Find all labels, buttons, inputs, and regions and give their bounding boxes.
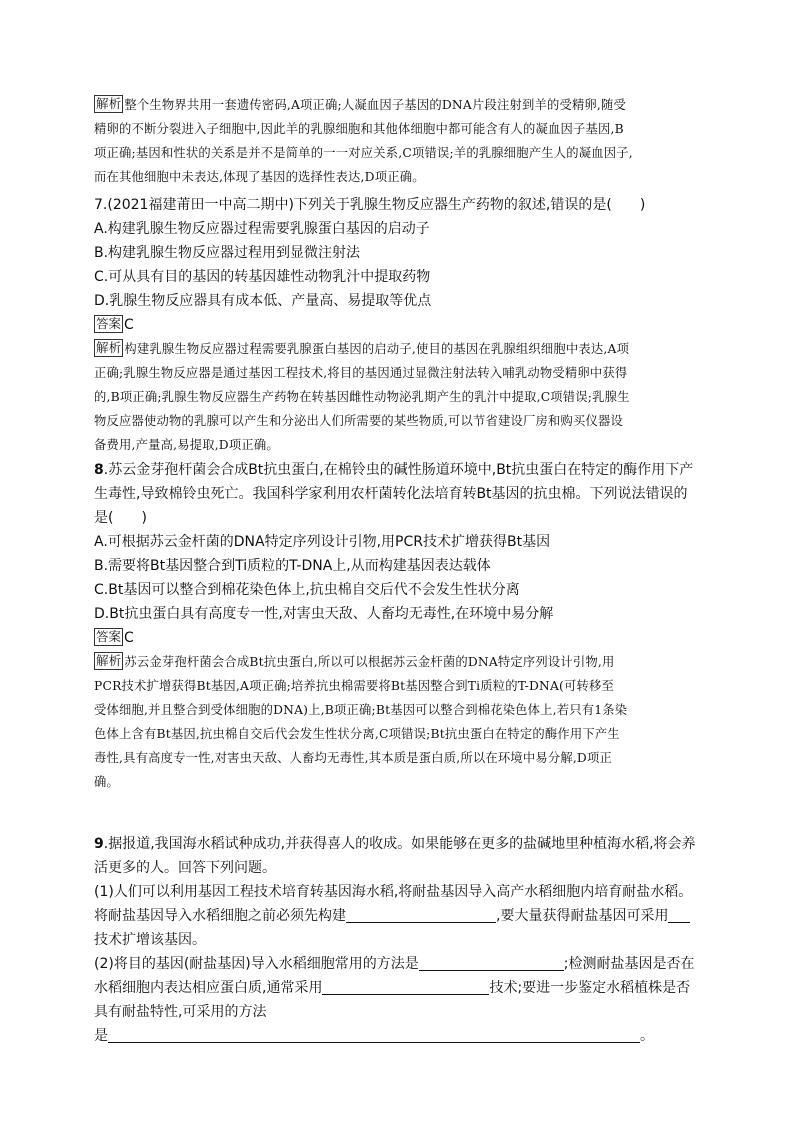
option-a: A.可根据苏云金杆菌的DNA特定序列设计引物,用PCR技术扩增获得Bt基因	[94, 534, 551, 550]
answer-line	[94, 626, 700, 650]
analysis-tag: 解析	[96, 340, 122, 355]
answer-blank[interactable]	[668, 907, 690, 923]
analysis-line: 色体上含有Bt基因,抗虫棉自交后代会发生性状分离,C项错误;Bt抗虫蛋白在特定的酶作用下产生	[94, 727, 620, 741]
part-1-line: 将耐盐基因导入水稻细胞之前必须先构建 ,要大量获得耐盐基因可采用	[94, 904, 700, 928]
question-stem: 7.(2021福建莆田一中高二期中)下列关于乳腺生物反应器生产药物的叙述,错误的是( )	[94, 197, 646, 213]
analysis-line: 解析 构建乳腺生物反应器过程需要乳腺蛋白基因的启动子,使目的基因在乳腺组织细胞中表达,A项	[96, 340, 630, 356]
answer-blank[interactable]	[108, 1027, 640, 1043]
analysis-line: 解析 整个生物界共用一套遗传密码,A项正确;人凝血因子基因的DNA片段注射到羊的受精卵,随受	[96, 96, 627, 112]
question-stem: 活更多的人。回答下列问题。	[94, 860, 276, 876]
part-1-line: 技术扩增该基因。	[94, 932, 206, 948]
analysis-line: 受体细胞,并且整合到受体细胞的DNA)上,B项正确;Bt基因可以整合到棉花染色体上,若只有1条染	[94, 703, 628, 717]
analysis-line: 项正确;基因和性状的关系是并不是简单的一一对应关系,C项错误;羊的乳腺细胞产生人的凝血因子,	[94, 146, 633, 160]
answer-blank[interactable]	[346, 907, 496, 923]
option-d: D.Bt抗虫蛋白具有高度专一性,对害虫天敌、人畜均无毒性,在环境中易分解	[94, 606, 554, 622]
part-1-line: (1)人们可以利用基因工程技术培育转基因海水稻,将耐盐基因导入高产水稻细胞内培育耐盐水稻。	[94, 884, 693, 900]
analysis-line: 的,B项正确;乳腺生物反应器生产药物在转基因雌性动物泌乳期产生的乳汁中提取,C项错误;乳腺生	[94, 390, 630, 404]
part-2-line: (2)将目的基因(耐盐基因)导入水稻细胞常用的方法是 ;检测耐盐基因是否在	[94, 956, 695, 972]
answer-tag: 答案	[96, 316, 122, 331]
question-number: 8	[94, 462, 104, 478]
analysis-line: 备费用,产量高,易提取,D项正确。	[94, 438, 279, 452]
option-c: C.Bt基因可以整合到棉花染色体上,抗虫棉自交后代不会发生性状分离	[94, 582, 520, 598]
question-stem: 是( )	[94, 510, 147, 526]
option-d: D.乳腺生物反应器具有成本低、产量高、易提取等优点	[94, 293, 432, 309]
answer-line	[94, 313, 700, 337]
question-number: 9	[94, 836, 104, 852]
answer-value: C	[124, 630, 134, 646]
analysis-line: 正确;乳腺生物反应器是通过基因工程技术,将目的基因通过显微注射法转入哺乳动物受精卵中获得	[94, 366, 628, 380]
analysis-line: 确。	[94, 775, 119, 789]
analysis-q6	[94, 93, 700, 189]
question-7	[94, 193, 700, 457]
analysis-tag: 解析	[96, 96, 122, 111]
question-stem: 8.苏云金芽孢杆菌会合成Bt抗虫蛋白,在棉铃虫的碱性肠道环境中,Bt抗虫蛋白在特定的酶作用下产	[94, 462, 694, 478]
answer-blank[interactable]	[419, 955, 564, 971]
analysis-line: 精卵的不断分裂进入子细胞中,因此羊的乳腺细胞和其他体细胞中都可能含有人的凝血因子基因,B	[94, 122, 624, 136]
analysis-line: 而在其他细胞中未表达,体现了基因的选择性表达,D项正确。	[94, 170, 425, 184]
option-c: C.可从具有目的基因的转基因雄性动物乳汁中提取药物	[94, 269, 431, 285]
analysis-line: 物反应器使动物的乳腺可以产生和分泌出人们所需要的某些物质,可以节省建设厂房和购买仪器设	[94, 414, 623, 428]
analysis-line: 解析 苏云金芽孢杆菌会合成Bt抗虫蛋白,所以可以根据苏云金杆菌的DNA特定序列设计引物,用	[96, 653, 615, 669]
question-8	[94, 458, 700, 794]
option-b: B.需要将Bt基因整合到Ti质粒的T-DNA上,从而构建基因表达载体	[94, 558, 491, 574]
option-a: A.构建乳腺生物反应器过程需要乳腺蛋白基因的启动子	[94, 221, 430, 237]
analysis-line: 毒性,具有高度专一性,对害虫天敌、人畜均无毒性,其本质是蛋白质,所以在环境中易分解,D项正	[94, 751, 612, 765]
answer-blank[interactable]	[322, 979, 489, 995]
option-b: B.构建乳腺生物反应器过程用到显微注射法	[94, 245, 361, 261]
analysis-tag: 解析	[96, 653, 122, 668]
question-stem: 生毒性,导致棉铃虫死亡。我国科学家利用农杆菌转化法培育转Bt基因的抗虫棉。下列说法错误的	[94, 486, 688, 502]
question-9	[94, 832, 700, 1048]
answer-tag: 答案	[96, 629, 122, 644]
part-2-line: 水稻细胞内表达相应蛋白质,通常采用 技术;要进一步鉴定水稻植株是否	[94, 980, 691, 996]
question-stem: 9.据报道,我国海水稻试种成功,并获得喜人的收成。如果能够在更多的盐碱地里种植海水稻,将会养	[94, 836, 696, 852]
part-2-line: 是 。	[94, 1028, 654, 1044]
part-2-line: 具有耐盐特性,可采用的方法	[94, 1004, 267, 1020]
analysis-line: PCR技术扩增获得Bt基因,A项正确;培养抗虫棉需要将Bt基因整合到Ti质粒的T-DNA(可转移至	[94, 679, 615, 693]
answer-value: C	[124, 317, 134, 333]
